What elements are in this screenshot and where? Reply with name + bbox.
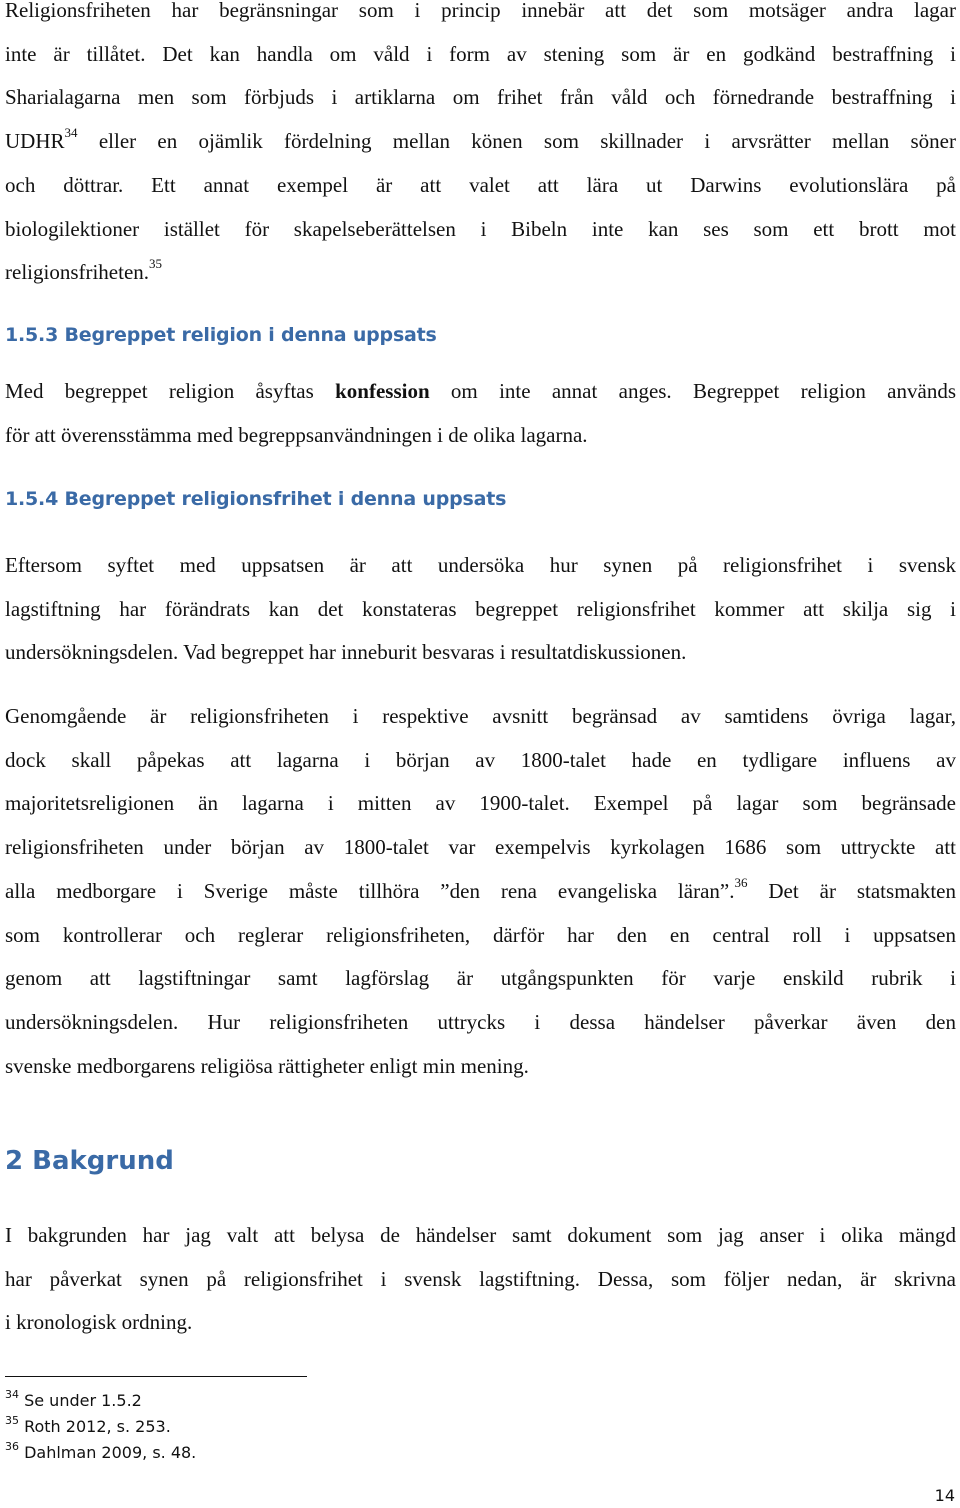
- text-line: undersökningsdelen. Hur religionsfriheten uttrycks i dessa händelser påverkar även den: [5, 1009, 956, 1034]
- text-line: genom att lagstiftningar samt lagförslag är utgångspunkten för varje enskild rubrik i: [5, 966, 956, 991]
- text-line: religionsfriheten under början av 1800-talet var exempelvis kyrkolagen 1686 som uttryckte att: [5, 835, 956, 860]
- text-line: dock skall påpekas att lagarna i början av 1800-talet hade en tydligare influens av: [5, 747, 956, 772]
- footnote-ref-36[interactable]: 36: [734, 874, 748, 890]
- text-line: Sharialagarna men som förbjuds i artiklarna om frihet från våld och förnedrande bestraffning i: [5, 85, 956, 110]
- text-line: undersökningsdelen. Vad begreppet har inneburit besvaras i resultatdiskussionen.: [5, 640, 687, 665]
- paragraph-religion-definition: [5, 370, 956, 457]
- text-line: Med begreppet religion åsyftas konfession om inte annat anges. Begreppet religion används: [5, 379, 957, 403]
- footnote-ref-34[interactable]: 34: [64, 125, 78, 141]
- text-line: inte är tillåtet. Det kan handla om våld i form av stening som är en godkänd bestraffning i: [5, 41, 956, 66]
- footnote-35: $^{35}$ Roth 2012, s. 253.: [5, 1413, 171, 1436]
- section-heading-1-5-3: 1.5.3 Begreppet religion i denna uppsats: [5, 324, 437, 346]
- text-line: lagstiftning har förändrats kan det konstateras begreppet religionsfrihet kommer att skilja sig i: [5, 596, 956, 621]
- text-line: religionsfriheten.$^{35}$: [5, 256, 163, 285]
- footnote-34: $^{34}$ Se under 1.5.2: [5, 1387, 142, 1410]
- paragraph-religious-freedom-definition: [5, 544, 956, 675]
- footnote-separator: [5, 1376, 307, 1377]
- text-line: alla medborgare i Sverige måste tillhöra ”den rena evangeliska läran”.$^{36}$ Det är statsmakten: [5, 874, 956, 903]
- text-line: biologilektioner istället för skapelseberättelsen i Bibeln inte kan ses som ett brott mot: [5, 216, 956, 241]
- footnote-ref-35[interactable]: 35: [149, 256, 163, 272]
- text-line: majoritetsreligionen än lagarna i mitten av 1900-talet. Exempel på lagar som begränsade: [5, 791, 956, 816]
- text-line: I bakgrunden har jag valt att belysa de händelser samt dokument som jag anser i olika mängd: [5, 1223, 956, 1247]
- footnote-36: $^{36}$ Dahlman 2009, s. 48.: [5, 1439, 197, 1462]
- paragraph-law-influence: [5, 695, 956, 1088]
- text-line: Eftersom syftet med uppsatsen är att undersöka hur synen på religionsfrihet i svensk: [5, 553, 956, 577]
- section-heading-1-5-4: 1.5.4 Begreppet religionsfrihet i denna uppsats: [5, 488, 507, 510]
- keyword-konfession: konfession: [335, 379, 430, 403]
- paragraph-religion-limits: [5, 0, 956, 295]
- document-page: [5, 0, 956, 1508]
- text-line: för att överensstämma med begreppsanvändningen i de olika lagarna.: [5, 422, 588, 447]
- page-number: 14: [934, 1486, 955, 1505]
- text-line: i kronologisk ordning.: [5, 1310, 193, 1335]
- text-line: svenske medborgarens religiösa rättigheter enligt min mening.: [5, 1053, 529, 1078]
- text-line: UDHR$^{34}$ eller en ojämlik fördelning mellan könen som skillnader i arvsrätter mellan söner: [5, 125, 956, 154]
- text-line: Religionsfriheten har begränsningar som i princip innebär att det som motsäger andra lagar: [5, 0, 956, 22]
- chapter-heading-bakgrund: 2 Bakgrund: [5, 1146, 174, 1176]
- paragraph-background-intro: [5, 1214, 956, 1345]
- text-line: och döttrar. Ett annat exempel är att valet att lära ut Darwins evolutionslära på: [5, 172, 956, 197]
- text-line: har påverkat synen på religionsfrihet i svensk lagstiftning. Dessa, som följer nedan, är skrivna: [5, 1266, 956, 1291]
- text-line: som kontrollerar och reglerar religionsfriheten, därför har den en central roll i uppsatsen: [5, 922, 956, 947]
- text-line: Genomgående är religionsfriheten i respektive avsnitt begränsad av samtidens övriga lagar,: [5, 704, 956, 728]
